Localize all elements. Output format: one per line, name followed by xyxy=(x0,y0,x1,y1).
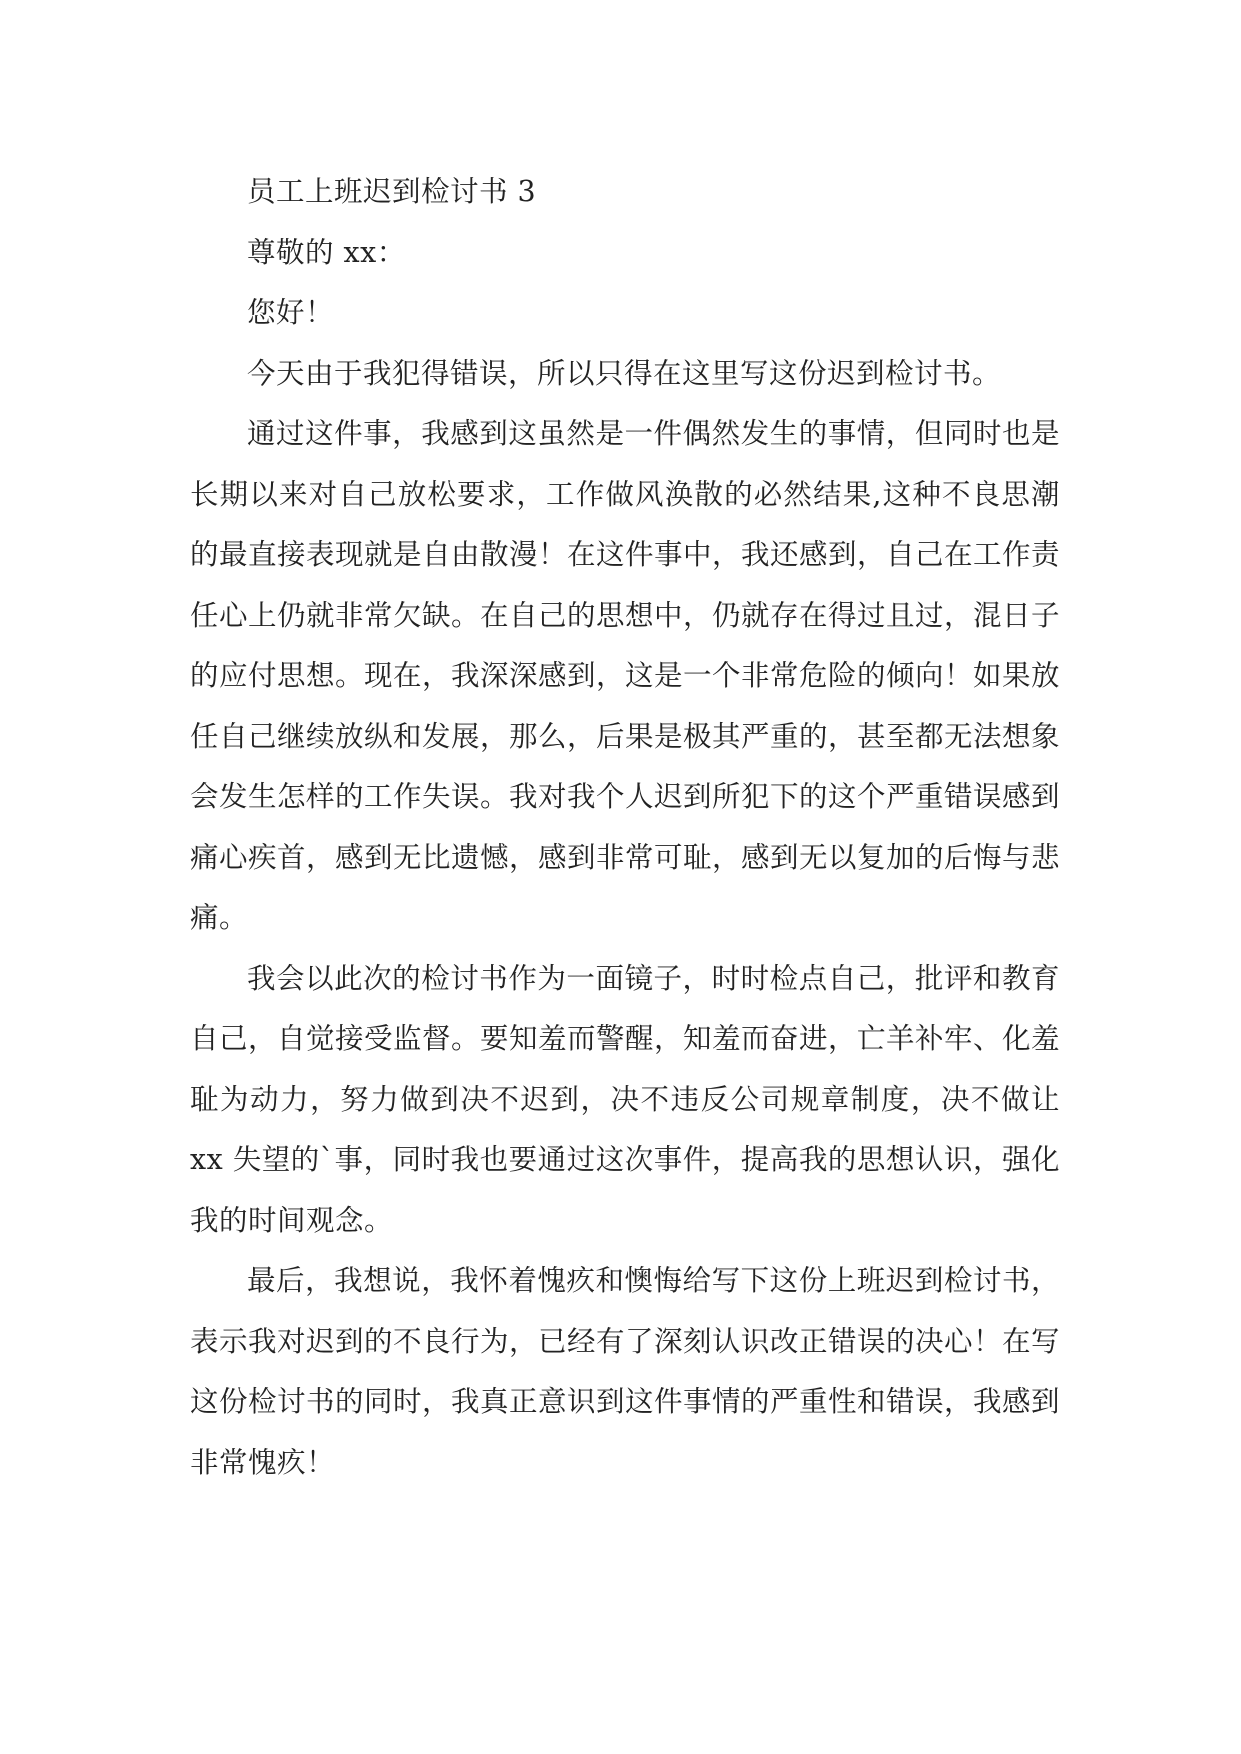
greeting: 您好！ xyxy=(247,296,335,329)
document-body xyxy=(190,162,1060,1493)
body-paragraph: 通过这件事，我感到这虽然是一件偶然发生的事情，但同时也是长期以来对自己放松要求，工作做风涣散的必然结果,这种不良思潮的最直接表现就是自由散漫！在这件事中，我还感到，自己在工作责任心上仍就非常欠缺。在自己的思想中，仍就存在得过且过，混日子的应付思想。现在，我深深感到，这是一个非常危险的倾向！如果放任自己继续放纵和发展，那么，后果是极其严重的，甚至都无法想象会发生怎样的工作失误。我对我个人迟到所犯下的这个严重错误感到痛心疾首，感到无比遗憾，感到非常可耻，感到无以复加的后悔与悲痛。 xyxy=(190,417,1061,934)
salutation: 尊敬的 xx： xyxy=(247,235,406,269)
body-paragraph: 今天由于我犯得错误，所以只得在这里写这份迟到检讨书。 xyxy=(247,356,1002,390)
body-paragraph: 最后，我想说，我怀着愧疚和懊悔给写下这份上班迟到检讨书，表示我对迟到的不良行为，已经有了深刻认识改正错误的决心！在写这份检讨书的同时，我真正意识到这件事情的严重性和错误，我感到非常愧疚！ xyxy=(190,1264,1061,1479)
document-title: 员工上班迟到检讨书 3 xyxy=(247,175,537,208)
body-paragraph: 我会以此次的检讨书作为一面镜子，时时检点自己，批评和教育自己，自觉接受监督。要知羞而警醒，知羞而奋进，亡羊补牢、化羞耻为动力，努力做到决不迟到，决不违反公司规章制度，决不做让 xx 失望的`事，同时我也要通过这次事件，提高我的思想认识，强化我的时间观念。 xyxy=(190,961,1061,1237)
